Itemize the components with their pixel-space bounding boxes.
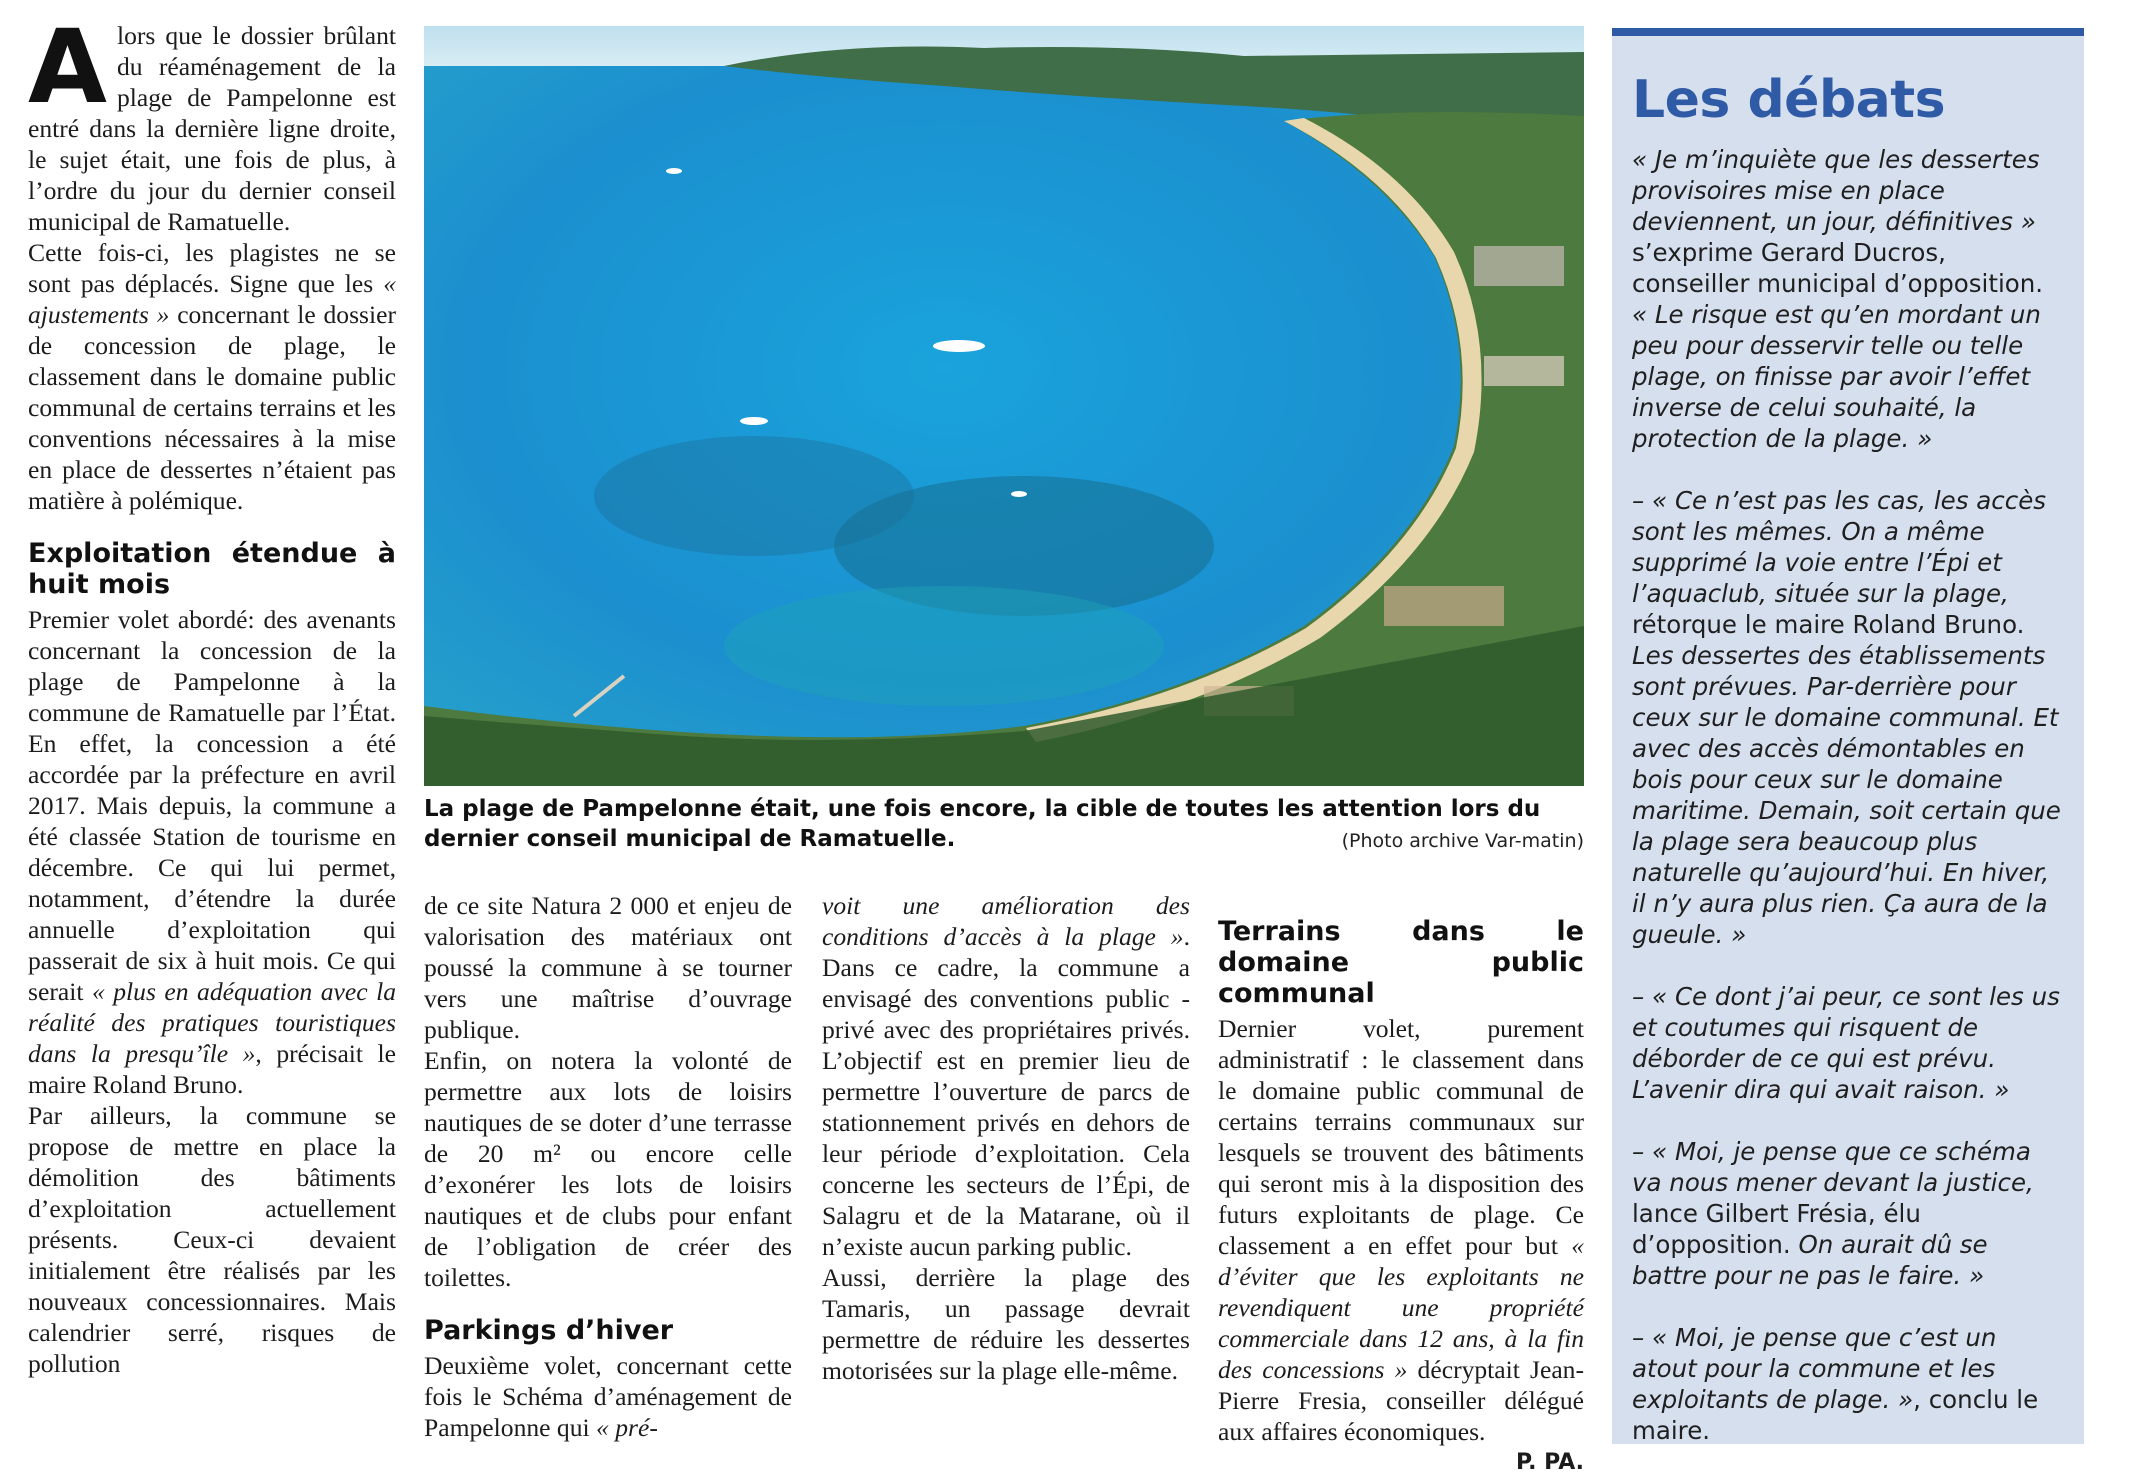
paragraph: Deuxième volet, concernant cette fois le Schéma d’aménagement de Pampelonne qui « pré- (424, 1351, 792, 1442)
subheading: Parkings d’hiver (424, 1315, 674, 1346)
paragraph: Dernier volet, purement administratif : le classement dans le domaine public communal de certains terrains communaux sur lesquels se trouvent des bâtiments qui seront mis à la disposition des futurs exploitants de plage. Ce classement a en effet pour but « d’éviter que les exploitants ne revendiquent une propriété commerciale dans 12 ans, à la fin des concessions » décryptait Jean-Pierre Fresia, conseiller délégué aux affaires économiques. (1218, 1014, 1584, 1446)
debates-sidebar (1612, 28, 2084, 1444)
debate-quote: – « Ce dont j’ai peur, ce sont les us et coutumes qui risquent de déborder de ce qui est prévu. L’avenir dira qui avait raison. » (1632, 982, 2060, 1104)
paragraph: voit une amélioration des conditions d’accès à la plage ». Dans ce cadre, la commune a envisagé des conventions public - privé avec des propriétaires privés. L’objectif est en premier lieu de permettre l’ouverture de parcs de stationnement privés en dehors de leur période d’exploitation. Cela concerne les secteurs de l’Épi, de Salagru et de la Matarane, où il n’existe aucun parking public. (822, 891, 1190, 1261)
photo-credit: (Photo archive Var-matin) (1341, 830, 1584, 852)
paragraph: Par ailleurs, la commune se propose de mettre en place la démolition des bâtiments d’exploitation actuellement présents. Ceux-ci devaient initialement être réalisés par les nouveaux concessionnaires. Mais calendrier serré, risques de pollution (28, 1101, 396, 1378)
subheading: Exploitation étendue à huit mois (28, 538, 396, 600)
article-column-3 (822, 890, 1190, 1386)
photo-illustration (424, 26, 1584, 786)
sidebar-title: Les débats (1632, 70, 1946, 130)
paragraph: Cette fois-ci, les plagistes ne se sont pas déplacés. Signe que les « ajustements » concernant le dossier de concession de plage, le classement dans le domaine public communal de certains terrains et les conventions nécessaires à la mise en place de dessertes n’étaient pas matière à polémique. (28, 238, 396, 515)
debate-quote: – « Moi, je pense que c’est un atout pour la commune et les exploitants de plage. », conclu le maire. (1632, 1323, 2039, 1445)
paragraph: Enfin, on notera la volonté de permettre aux lots de loisirs nautiques de se doter d’une terrasse de 20 m² ou encore celle d’exonérer les lots de loisirs nautiques et de clubs pour enfant de l’obligation de créer des toilettes. (424, 1046, 792, 1292)
debate-quote: – « Ce n’est pas les cas, les accès sont les mêmes. On a même supprimé la voie entre l’Épi et l’aquaclub, située sur la plage, rétorque le maire Roland Bruno. Les dessertes des établissements sont prévues. Par-derrière pour ceux sur le domaine communal. Et avec des accès démontables en bois pour ceux sur le domaine maritime. Demain, soit certain que la plage sera beaucoup plus naturelle qu’aujourd’hui. En hiver, il n’y aura plus rien. Ça aura de la gueule. » (1632, 486, 2061, 949)
article-column-1 (28, 8, 397, 1379)
beach-aerial-photo (424, 26, 1584, 786)
debate-quote: – « Moi, je pense que ce schéma va nous mener devant la justice, lance Gilbert Frésia, élu d’opposition. On aurait dû se battre pour ne pas le faire. » (1632, 1137, 2034, 1290)
photo-caption: La plage de Pampelonne était, une fois encore, la cible de toutes les attention lors du dernier conseil municipal de Ramatuelle. (424, 796, 1541, 852)
article-column-2 (424, 890, 792, 1443)
author-signature: P. PA. (1516, 1450, 1584, 1475)
drop-cap: A (28, 8, 107, 127)
debate-quote: « Je m’inquiète que les dessertes provisoires mise en place deviennent, un jour, définitives » s’exprime Gerard Ducros, conseiller municipal d’opposition. « Le risque est qu’en mordant un peu pour desservir telle ou telle plage, on finisse par avoir l’effet inverse de celui souhaité, la protection de la plage. » (1632, 145, 2044, 453)
paragraph: de ce site Natura 2 000 et enjeu de valorisation des matériaux ont poussé la commune à se tourner vers une maîtrise d’ouvrage publique. (424, 891, 792, 1044)
paragraph: Premier volet abordé: des avenants concernant la concession de la plage de Pampelonne à la commune de Ramatuelle par l’État. En effet, la concession a été accordée par la préfecture en avril 2017. Mais depuis, la commune a été classée Station de tourisme en décembre. Ce qui lui permet, notamment, d’étendre la durée annuelle d’exploitation qui passerait de six à huit mois. Ce qui serait « plus en adéquation avec la réalité des pratiques touristiques dans la presqu’île », précisait le maire Roland Bruno. (28, 605, 397, 1099)
paragraph: Aussi, derrière la plage des Tamaris, un passage devrait permettre de réduire les dessertes motorisées sur la plage elle-même. (822, 1263, 1190, 1385)
intro-paragraph: Alors que le dossier brûlant du réaménagement de la plage de Pampelonne est entré dans la dernière ligne droite, le sujet était, une fois de plus, à l’ordre du jour du dernier conseil municipal de Ramatuelle. (28, 8, 396, 236)
article-column-4 (1218, 896, 1584, 1478)
subheading: Terrains dans le domaine public communal (1218, 916, 1584, 1009)
